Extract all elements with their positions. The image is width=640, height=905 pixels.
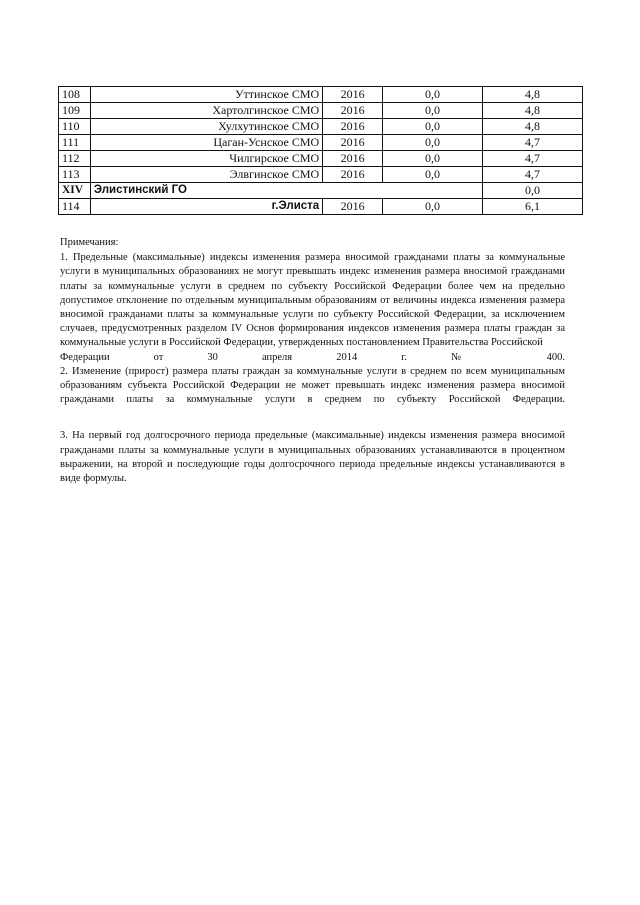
year-cell — [323, 183, 383, 199]
note-1-tail: Федерации от 30 апреля 2014 г. № 400. — [60, 351, 565, 363]
notes-heading: Примечания: — [60, 237, 119, 248]
indices-table — [58, 86, 583, 215]
year-cell: 2016 — [323, 167, 383, 183]
index-1-cell — [383, 183, 483, 199]
municipality-name: г.Элиста — [90, 199, 322, 215]
index-1-cell: 0,0 — [383, 199, 483, 215]
index-1-cell: 0,0 — [383, 87, 483, 103]
year-cell: 2016 — [323, 87, 383, 103]
notes-section — [60, 236, 565, 486]
municipality-name: Хулхутинское СМО — [90, 119, 322, 135]
table-row — [59, 151, 583, 167]
table-row — [59, 199, 583, 215]
municipality-name: Цаган-Уснское СМО — [90, 135, 322, 151]
table-row — [59, 119, 583, 135]
row-number: 113 — [59, 167, 91, 183]
note-2: 2. Изменение (прирост) размера платы граждан за коммунальные услуги в среднем по всем муниципальным образованиям субъекта Российской Федерации не может превышать индекс изменения размера вносимой гражданами платы за коммунальные услуги в среднем по субъекту Российской Федерации. — [60, 365, 565, 406]
row-number: XIV — [59, 183, 91, 199]
index-2-cell: 4,8 — [483, 119, 583, 135]
municipality-name: Чилгирское СМО — [90, 151, 322, 167]
index-1-cell: 0,0 — [383, 103, 483, 119]
year-cell: 2016 — [323, 199, 383, 215]
note-3: 3. На первый год долгосрочного периода предельные (максимальные) индексы изменения размера вносимой гражданами платы за коммунальные услуги в муниципальных образованиях устанавливаются в процентном выражении, на второй и последующие годы долгосрочного периода предельные индексы устанавливаются в виде формулы. — [60, 430, 565, 485]
municipality-name: Элвгинское СМО — [90, 167, 322, 183]
municipality-name: Хартолгинское СМО — [90, 103, 322, 119]
row-number: 112 — [59, 151, 91, 167]
index-1-cell: 0,0 — [383, 167, 483, 183]
index-2-cell: 6,1 — [483, 199, 583, 215]
year-cell: 2016 — [323, 119, 383, 135]
table-row — [59, 103, 583, 119]
index-2-cell: 4,7 — [483, 167, 583, 183]
row-number: 108 — [59, 87, 91, 103]
year-cell: 2016 — [323, 103, 383, 119]
year-cell: 2016 — [323, 135, 383, 151]
indices-table-body — [59, 87, 583, 215]
row-number: 109 — [59, 103, 91, 119]
index-2-cell: 0,0 — [483, 183, 583, 199]
index-1-cell: 0,0 — [383, 151, 483, 167]
year-cell: 2016 — [323, 151, 383, 167]
index-1-cell: 0,0 — [383, 119, 483, 135]
note-1 — [60, 251, 565, 365]
index-2-cell: 4,8 — [483, 103, 583, 119]
municipality-name: Уттинское СМО — [90, 87, 322, 103]
index-2-cell: 4,7 — [483, 151, 583, 167]
table-section-row — [59, 183, 583, 199]
row-number: 111 — [59, 135, 91, 151]
row-number: 114 — [59, 199, 91, 215]
table-row — [59, 87, 583, 103]
row-number: 110 — [59, 119, 91, 135]
table-row — [59, 135, 583, 151]
index-2-cell: 4,7 — [483, 135, 583, 151]
municipality-name: Элистинский ГО — [90, 183, 322, 199]
index-1-cell: 0,0 — [383, 135, 483, 151]
index-2-cell: 4,8 — [483, 87, 583, 103]
table-row — [59, 167, 583, 183]
note-1-body: 1. Предельные (максимальные) индексы изменения размера вносимой гражданами платы за коммунальные услуги в муниципальных образованиях не могут превышать индекс изменения размера вносимой гражданами платы за коммунальные услуги в среднем по субъекту Российской Федерации более чем на предельно допустимое отклонение по отдельным муниципальным образованиям от величины индекса изменения размера вносимой гражданами платы за коммунальные услуги по субъекту Российской Федерации, за исключением случаев, предусмотренных разделом IV Основ формирования индексов изменения размера платы граждан за коммунальные услуги в Российской Федерации, утвержденных постановлением Правительства Российской — [60, 252, 565, 349]
